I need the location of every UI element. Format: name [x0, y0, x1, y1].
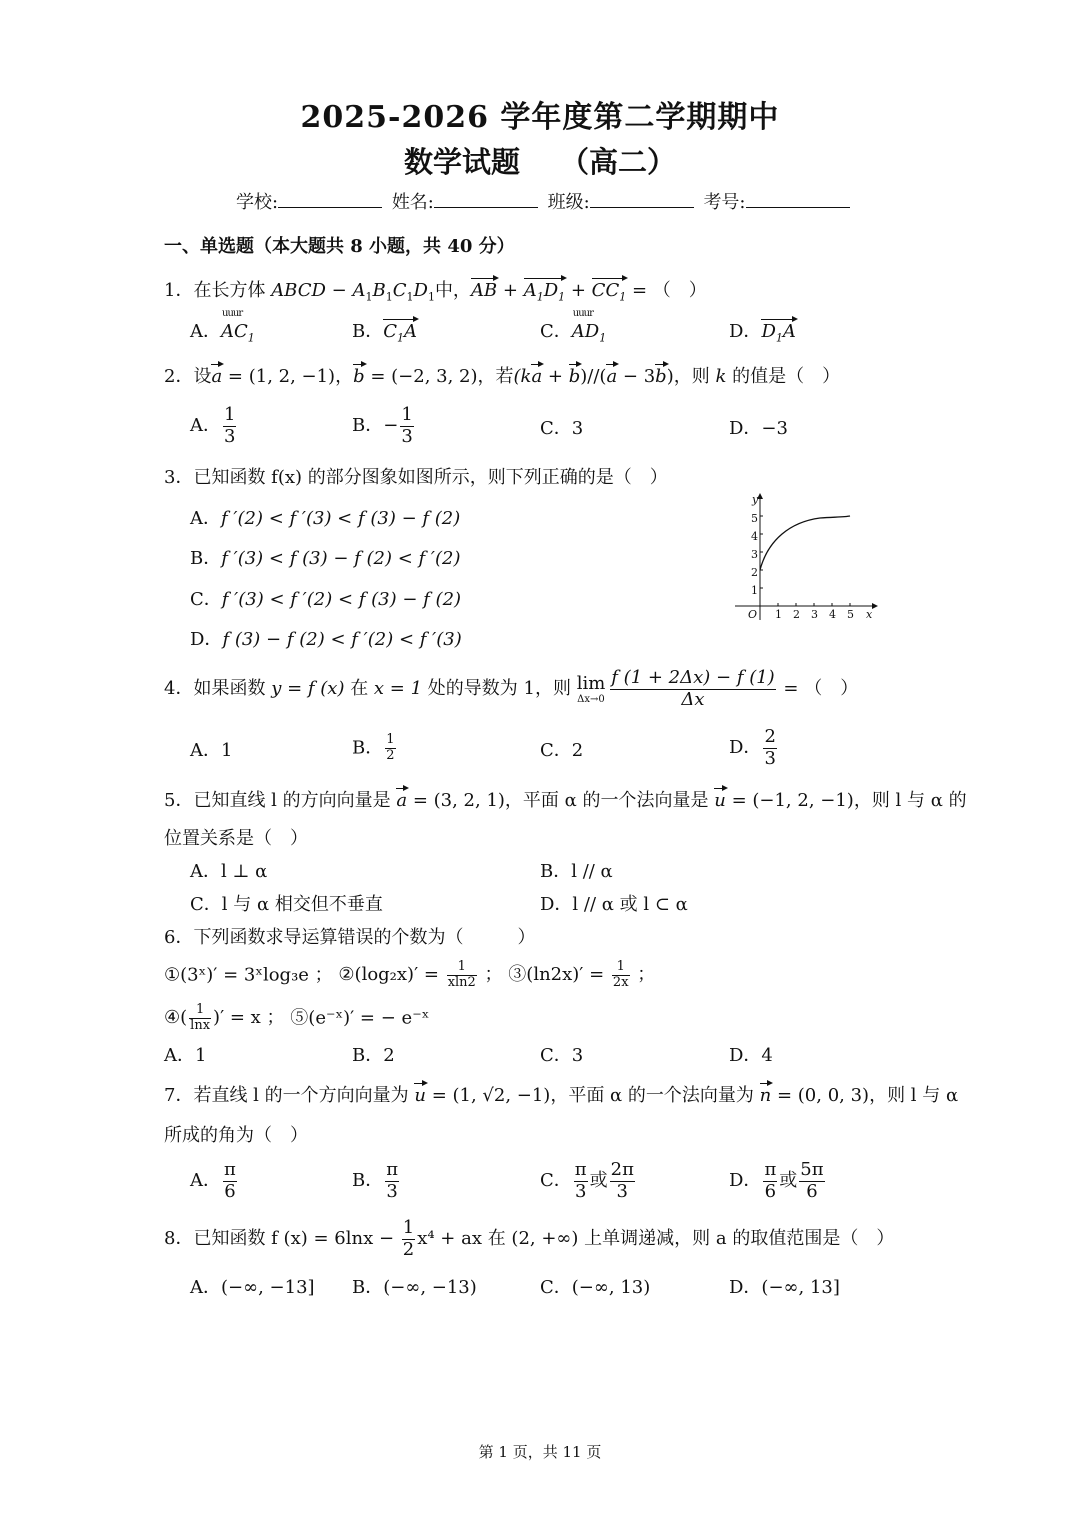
denominator: lnx [190, 1017, 211, 1033]
denominator: 3 [616, 1180, 628, 1202]
subject-title: 数学试题 [403, 145, 520, 179]
item-expr: ④( [164, 1007, 188, 1029]
q3-option-a[interactable] [190, 508, 460, 530]
vector-a-value: = (1, 2, −1)， [222, 366, 354, 387]
question-4 [164, 668, 858, 710]
denominator: 6 [806, 1180, 818, 1202]
numerator: 1 [401, 404, 413, 425]
vector-b: b [655, 366, 667, 387]
q7-option-c[interactable] [540, 1160, 637, 1202]
q3-option-d[interactable] [190, 629, 462, 651]
option-label: A． [190, 1170, 221, 1192]
option-label: C． [190, 589, 222, 610]
sub-1: 1 [558, 290, 566, 304]
y-tick-2: 2 [751, 566, 758, 579]
point-expr: x = 1 [373, 678, 423, 700]
option-label: D． [190, 629, 223, 650]
variable-k: k [715, 366, 727, 387]
limit-sub: Δx→0 [577, 693, 605, 705]
question-text: 已知函数 f(x) 的部分图象如图所示，则下列正确的是（ ） [193, 467, 668, 488]
option-value: f ′(3) < f (3) − f (2) < f ′(2) [221, 548, 461, 569]
vector-ab [471, 280, 497, 302]
question-text: 如果函数 [193, 678, 272, 700]
equals-blank: = （ ） [777, 678, 859, 700]
student-info-row [236, 188, 854, 214]
fraction [385, 1160, 399, 1202]
q3-option-c[interactable] [190, 589, 461, 611]
sub-1: 1 [365, 290, 373, 304]
minus-sign: − [325, 280, 353, 301]
q7-option-a[interactable] [190, 1160, 239, 1202]
option-label: B． [352, 737, 384, 759]
q8-option-b[interactable]: B．(−∞, −13) [352, 1277, 477, 1298]
uuur-mark: uuur [572, 308, 593, 319]
numerator: π [224, 1159, 236, 1180]
vector-label: D [761, 321, 776, 342]
q2-option-b[interactable] [352, 405, 416, 447]
question-number: 3． [164, 467, 194, 488]
fraction [189, 1003, 211, 1034]
difference-quotient [610, 668, 775, 710]
vector-a1d1 [524, 280, 565, 304]
numerator: 1 [612, 960, 630, 976]
q4-option-c[interactable]: C．2 [540, 740, 584, 761]
exam-title: 2025-2026 学年度第二学期期中 [300, 100, 780, 135]
numerator: 1 [447, 960, 477, 976]
page-footer: 第 1 页，共 11 页 [478, 1443, 602, 1461]
function-expr: y = f (x) [271, 678, 345, 700]
q6-option-a[interactable]: A．1 [164, 1045, 207, 1066]
sub-1: 1 [247, 331, 255, 345]
minus-sign: − [383, 415, 399, 437]
q1-option-b[interactable] [352, 321, 417, 345]
denominator: 3 [224, 425, 236, 447]
derivative-item-4 [164, 1002, 285, 1033]
question-6-items-row2 [164, 1003, 429, 1034]
question-6 [164, 927, 535, 949]
condition: )//( [580, 366, 607, 387]
fraction [223, 1160, 237, 1202]
vector-label: A [404, 321, 418, 342]
limit-word: lim [576, 672, 606, 694]
derivative-item-5: ⑤(e⁻ˣ)′ = − e⁻ˣ [290, 1007, 430, 1029]
fraction [610, 1160, 635, 1202]
class-blank[interactable] [590, 191, 694, 208]
x-axis-label: x [866, 608, 873, 621]
question-number: 6． [164, 927, 194, 948]
sub-1: 1 [406, 290, 414, 304]
question-text: 下列函数求导运算错误的个数为（ ） [193, 927, 536, 948]
x-tick-1: 1 [775, 608, 782, 621]
question-text: 中， [434, 280, 471, 301]
question-number: 1． [164, 280, 194, 301]
option-value [221, 308, 255, 345]
question-7 [164, 1085, 958, 1107]
origin-label: O [748, 608, 758, 621]
equals-blank: = （ ） [626, 280, 707, 301]
sub-1: 1 [775, 331, 783, 345]
q6-option-c[interactable]: C．3 [540, 1045, 584, 1066]
option-label: B． [352, 415, 384, 437]
q1-option-d[interactable] [729, 321, 796, 345]
option-label: A． [190, 508, 221, 529]
vector-n-value: = (0, 0, 3)，则 l 与 α [771, 1085, 959, 1106]
fraction [400, 405, 413, 447]
question-text: 的值是（ ） [726, 366, 841, 387]
q4-option-b[interactable] [352, 733, 398, 764]
function-graph [730, 490, 880, 625]
question-text: 已知直线 l 的方向向量是 [193, 790, 397, 811]
q2-option-d[interactable]: D．−3 [729, 418, 788, 439]
denominator: 3 [401, 425, 413, 447]
question-8 [164, 1218, 894, 1260]
sub-1: 1 [385, 290, 393, 304]
vertex-d1: D [413, 280, 428, 301]
q5-option-b[interactable]: B．l // α [540, 861, 613, 882]
vector-label: C [383, 321, 398, 342]
option-label: A． [190, 321, 221, 342]
condition: )，则 [666, 366, 716, 387]
question-5-continued: 位置关系是（ ） [164, 828, 308, 849]
derivative-item-3 [508, 959, 656, 990]
question-text: 若直线 l 的一个方向向量为 [193, 1085, 415, 1106]
sub-1: 1 [397, 331, 405, 345]
vector-cc1 [592, 280, 627, 304]
x-tick-5: 5 [847, 608, 854, 621]
q6-option-d[interactable]: D．4 [729, 1045, 773, 1066]
school-blank[interactable] [278, 191, 382, 208]
derivative-item-1: ①(3ˣ)′ = 3ˣlog₃e ； [164, 964, 333, 986]
question-number: 4． [164, 678, 194, 700]
or-word: 或 [779, 1170, 798, 1192]
q5-option-d[interactable]: D．l // α 或 l ⊂ α [540, 894, 688, 915]
item-expr: ； [478, 964, 503, 986]
question-7-continued: 所成的角为（ ） [164, 1125, 308, 1146]
q8-option-a[interactable]: A．(−∞, −13] [190, 1277, 315, 1298]
question-6-items-row1 [164, 960, 655, 991]
q4-option-d[interactable] [729, 727, 779, 769]
fraction [385, 733, 395, 764]
question-text: 设 [193, 366, 212, 387]
name-blank[interactable] [434, 191, 538, 208]
question-text: 处的导数为 1，则 [422, 678, 577, 700]
number-label: 考号: [703, 192, 746, 213]
vector-ab-label: AB [470, 280, 498, 301]
vector-n: n [759, 1085, 772, 1106]
exam-subtitle [0, 140, 1080, 181]
box-name: ABCD [271, 280, 326, 301]
section-title: 一、单选题（本大题共 8 小题，共 40 分） [164, 236, 515, 257]
vector-label: D [543, 280, 559, 301]
vector-a: a [531, 366, 543, 387]
fraction [223, 405, 236, 447]
q2-option-a[interactable] [190, 405, 238, 447]
question-2 [164, 366, 840, 388]
vector-a: a [606, 366, 618, 387]
item-expr: ②(log₂x)′ = [338, 964, 445, 986]
numerator: 2 [764, 726, 776, 747]
q3-option-b[interactable] [190, 548, 461, 570]
x-tick-3: 3 [811, 608, 818, 621]
q4-option-a[interactable]: A．1 [190, 740, 233, 761]
item-expr: )′ = x ； [213, 1007, 285, 1029]
condition: (k [513, 366, 532, 387]
q7-option-b[interactable] [352, 1160, 401, 1202]
vector-u: u [714, 790, 726, 811]
option-label: D． [729, 1170, 762, 1192]
vector-a-value: = (3, 2, 1)，平面 α 的一个法向量是 [407, 790, 715, 811]
fraction [763, 1160, 777, 1202]
condition: + [542, 366, 569, 387]
function-curve [760, 516, 850, 570]
q1-option-a[interactable] [190, 308, 255, 345]
item-expr: ； [631, 964, 656, 986]
limit [577, 674, 606, 705]
denominator: Δx [681, 688, 705, 710]
plus-sign: + [565, 280, 592, 301]
question-number: 5． [164, 790, 194, 811]
x-tick-2: 2 [793, 608, 800, 621]
fraction [574, 1160, 588, 1202]
vertex-a1: A [352, 280, 366, 301]
option-label: A． [190, 415, 221, 437]
vector-u-value: = (1, √2, −1)，平面 α 的一个法向量为 [425, 1085, 760, 1106]
q2-option-c[interactable]: C．3 [540, 418, 584, 439]
fraction [799, 1160, 824, 1202]
x-tick-4: 4 [829, 608, 836, 621]
denominator: 2x [612, 974, 629, 990]
class-label: 班级: [547, 192, 590, 213]
option-label: D． [729, 737, 762, 759]
numerator: 1 [189, 1003, 211, 1019]
fraction [447, 960, 477, 991]
option-label: B． [352, 1170, 384, 1192]
condition: − 3 [617, 366, 656, 387]
q6-option-b[interactable]: B．2 [352, 1045, 395, 1066]
school-label: 学校: [236, 192, 279, 213]
vector-label: A [782, 321, 796, 342]
denominator: 6 [764, 1180, 777, 1202]
question-text: 已知函数 f (x) = 6lnx − [193, 1228, 400, 1250]
grade-label: （高二） [560, 145, 677, 179]
q8-option-d[interactable]: D．(−∞, 13] [729, 1277, 840, 1298]
vector-label: AD [571, 321, 600, 342]
vertex-c1: C [392, 280, 407, 301]
vector-b: b [353, 366, 365, 387]
question-text: 在 [344, 678, 374, 700]
q5-option-a[interactable]: A．l ⊥ α [190, 861, 268, 882]
denominator: 2 [386, 747, 395, 763]
question-text: x⁴ + ax 在 (2, +∞) 上单调递减，则 a 的取值范围是（ ） [417, 1228, 895, 1250]
vector-label: CC [591, 280, 620, 301]
vector-label: AC [221, 321, 248, 342]
denominator: 3 [764, 747, 776, 769]
denominator: 6 [224, 1180, 236, 1202]
x-axis-arrow [872, 603, 878, 609]
plus-sign: + [497, 280, 524, 301]
option-label: B． [190, 548, 222, 569]
denominator: xln2 [447, 974, 476, 990]
question-number: 2． [164, 366, 194, 387]
option-value: f (3) − f (2) < f ′(2) < f ′(3) [222, 629, 462, 650]
fraction [763, 727, 776, 769]
or-word: 或 [589, 1170, 608, 1192]
vector-b: b [568, 366, 581, 387]
vector-a: a [396, 790, 408, 811]
q5-option-c[interactable]: C．l 与 α 相交但不垂直 [190, 894, 383, 915]
numerator: 2π [610, 1159, 634, 1180]
numerator: π [386, 1159, 399, 1180]
question-5 [164, 790, 967, 812]
option-value [761, 321, 795, 345]
sub-1: 1 [599, 331, 607, 345]
question-text: 在长方体 [193, 280, 272, 301]
numerator: 5π [800, 1159, 824, 1180]
numerator: 1 [402, 1217, 415, 1238]
fraction [612, 960, 630, 991]
y-axis-label: y [752, 493, 759, 506]
q7-option-d[interactable] [729, 1160, 827, 1202]
sub-1: 1 [427, 290, 435, 304]
vector-u: u [414, 1085, 426, 1106]
numerator: π [574, 1159, 587, 1180]
option-label: C． [540, 321, 572, 342]
vertex-b1: B [372, 280, 386, 301]
derivative-item-2 [338, 959, 503, 990]
option-value: f ′(3) < f ′(2) < f (3) − f (2) [221, 589, 462, 610]
uuur-mark: uuur [222, 308, 243, 319]
option-value [383, 321, 417, 345]
question-3 [164, 467, 668, 489]
numerator: 1 [386, 732, 395, 747]
y-tick-4: 4 [751, 530, 758, 543]
numerator: 1 [224, 404, 236, 425]
numerator: f (1 + 2Δx) − f (1) [611, 667, 775, 688]
vector-b-value: = (−2, 3, 2)，若 [364, 366, 514, 387]
denominator: 3 [574, 1180, 587, 1202]
vector-u-value: = (−1, 2, −1)，则 l 与 α 的 [725, 790, 967, 811]
name-label: 姓名: [391, 192, 434, 213]
option-value: f ′(2) < f ′(3) < f (3) − f (2) [221, 508, 461, 529]
question-1 [164, 280, 707, 304]
option-label: D． [729, 321, 762, 342]
option-label: B． [352, 321, 384, 342]
item-expr: ③(ln2x)′ = [508, 964, 610, 986]
option-value [571, 308, 607, 345]
denominator: 2 [402, 1238, 415, 1260]
y-tick-3: 3 [751, 548, 758, 561]
q8-option-c[interactable]: C．(−∞, 13) [540, 1277, 651, 1298]
y-tick-1: 1 [751, 584, 758, 597]
q1-option-c[interactable] [540, 308, 607, 345]
denominator: 3 [386, 1180, 398, 1202]
numerator: π [764, 1159, 777, 1180]
vector-label: A [523, 280, 537, 301]
vector-a: a [211, 366, 223, 387]
sub-1: 1 [536, 290, 544, 304]
fraction [402, 1218, 415, 1260]
question-number: 8． [164, 1228, 194, 1250]
option-label: C． [540, 1170, 572, 1192]
sub-1: 1 [619, 290, 627, 304]
y-tick-5: 5 [751, 512, 758, 525]
question-number: 7． [164, 1085, 194, 1106]
number-blank[interactable] [746, 191, 850, 208]
